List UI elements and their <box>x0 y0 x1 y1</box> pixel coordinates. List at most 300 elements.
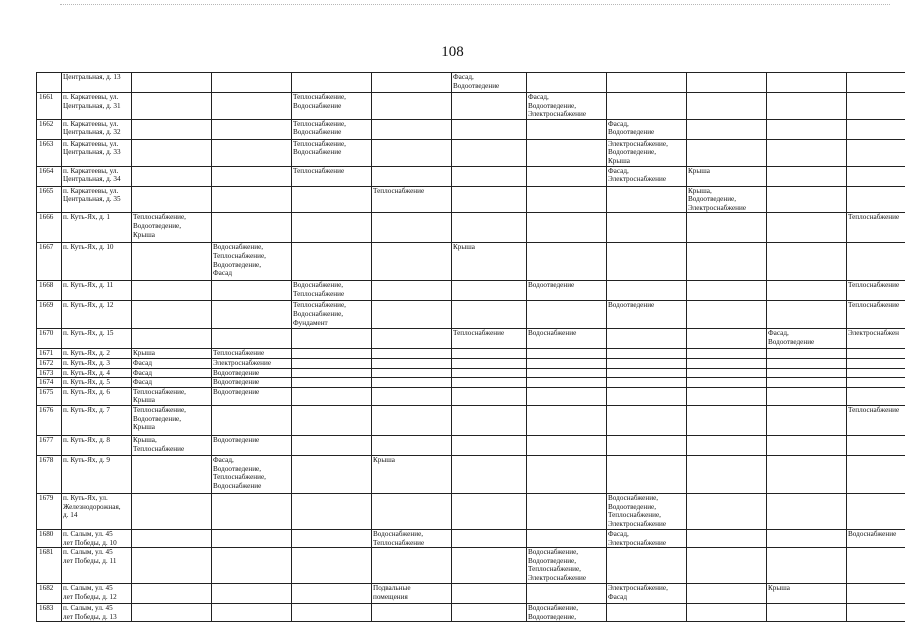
work-cell <box>372 387 452 405</box>
work-cell <box>212 301 292 329</box>
work-cell <box>527 166 607 186</box>
table-row <box>37 119 905 139</box>
work-cell: Теплоснабжение, Водоснабжение <box>292 139 372 166</box>
work-cell <box>452 281 527 301</box>
work-cell: Теплоснабжение <box>212 349 292 359</box>
work-cell <box>212 584 292 604</box>
work-cell <box>452 548 527 584</box>
work-cell <box>687 368 767 378</box>
row-number: 1683 <box>37 604 62 622</box>
work-cell <box>767 548 847 584</box>
work-cell: Фасад, Водоотведение <box>452 73 527 93</box>
address-cell: п. Салым, ул. 45 лет Победы, д. 12 <box>62 584 132 604</box>
row-number: 1667 <box>37 243 62 281</box>
work-cell <box>767 358 847 368</box>
work-cell <box>452 139 527 166</box>
work-cell <box>527 387 607 405</box>
work-cell: Электроснабжение, Фасад <box>607 584 687 604</box>
work-cell <box>767 243 847 281</box>
address-cell: п. Каркатеевы, ул. Центральная, д. 34 <box>62 166 132 186</box>
work-cell: Теплоснабжение <box>452 329 527 349</box>
work-cell <box>527 349 607 359</box>
work-cell <box>132 455 212 493</box>
work-cell <box>847 243 905 281</box>
work-cell <box>212 604 292 622</box>
address-cell: п. Куть-Ях, д. 4 <box>62 368 132 378</box>
work-cell <box>292 405 372 435</box>
work-cell <box>847 119 905 139</box>
work-cell <box>767 281 847 301</box>
work-cell <box>767 119 847 139</box>
work-cell <box>212 405 292 435</box>
work-cell: Водоотведение <box>212 387 292 405</box>
work-cell <box>292 186 372 213</box>
work-cell: Теплоснабжение <box>292 166 372 186</box>
address-cell: п. Куть-Ях, д. 8 <box>62 435 132 455</box>
address-cell: п. Куть-Ях, д. 12 <box>62 301 132 329</box>
work-cell <box>687 139 767 166</box>
work-cell <box>132 166 212 186</box>
work-cell <box>607 73 687 93</box>
work-cell <box>452 455 527 493</box>
work-cell <box>292 358 372 368</box>
address-cell: п. Каркатеевы, ул. Центральная, д. 32 <box>62 119 132 139</box>
work-cell <box>527 455 607 493</box>
work-cell: Теплоснабжение, Водоснабжение <box>292 119 372 139</box>
work-cell <box>372 93 452 120</box>
work-cell <box>292 387 372 405</box>
address-cell: п. Салым, ул. 45 лет Победы, д. 10 <box>62 529 132 547</box>
work-cell <box>452 378 527 388</box>
work-cell <box>527 435 607 455</box>
work-cell <box>372 349 452 359</box>
work-cell: Фасад <box>132 378 212 388</box>
work-cell: Фасад, Водоотведение, Электроснабжение <box>527 93 607 120</box>
work-cell <box>292 455 372 493</box>
table-row <box>37 213 905 243</box>
work-cell: Водоснабжение <box>847 529 905 547</box>
row-number: 1678 <box>37 455 62 493</box>
work-cell <box>452 405 527 435</box>
work-cell <box>292 329 372 349</box>
address-cell: п. Куть-Ях, д. 10 <box>62 243 132 281</box>
address-cell: п. Каркатеевы, ул. Центральная, д. 35 <box>62 186 132 213</box>
work-cell: Теплоснабжение <box>847 281 905 301</box>
table-row <box>37 378 905 388</box>
work-cell <box>607 405 687 435</box>
row-number: 1668 <box>37 281 62 301</box>
work-cell <box>452 349 527 359</box>
scan-artifact-strip <box>60 4 890 7</box>
work-cell <box>607 281 687 301</box>
work-cell <box>527 186 607 213</box>
work-cell <box>847 455 905 493</box>
work-cell: Водоотведение <box>212 378 292 388</box>
table-row <box>37 455 905 493</box>
work-cell: Водоснабжение <box>527 329 607 349</box>
table-row <box>37 243 905 281</box>
work-cell <box>687 243 767 281</box>
table-row <box>37 368 905 378</box>
work-cell <box>847 493 905 529</box>
row-number: 1674 <box>37 378 62 388</box>
work-cell <box>212 119 292 139</box>
work-cell <box>687 281 767 301</box>
row-number: 1671 <box>37 349 62 359</box>
table-row <box>37 358 905 368</box>
table-row <box>37 405 905 435</box>
work-cell <box>767 435 847 455</box>
work-cell: Водоотведение <box>212 368 292 378</box>
work-cell <box>212 139 292 166</box>
row-number: 1680 <box>37 529 62 547</box>
work-cell: Фасад, Водоотведение <box>607 119 687 139</box>
work-cell <box>767 139 847 166</box>
address-cell: п. Куть-Ях, д. 6 <box>62 387 132 405</box>
work-cell: Электроснабжение <box>212 358 292 368</box>
work-cell <box>452 493 527 529</box>
work-cell <box>527 368 607 378</box>
work-cell: Крыша, Теплоснабжение <box>132 435 212 455</box>
work-cell <box>527 73 607 93</box>
work-cell <box>527 301 607 329</box>
row-number <box>37 73 62 93</box>
row-number: 1679 <box>37 493 62 529</box>
row-number: 1661 <box>37 93 62 120</box>
work-cell <box>687 358 767 368</box>
work-cell <box>847 387 905 405</box>
work-cell <box>687 387 767 405</box>
work-cell <box>132 493 212 529</box>
work-cell <box>452 604 527 622</box>
work-cell <box>687 73 767 93</box>
work-cell: Водоснабжение, Водоотведение, Теплоснабжение, Электроснабжение <box>607 493 687 529</box>
work-cell <box>372 435 452 455</box>
work-cell <box>527 119 607 139</box>
table-row <box>37 493 905 529</box>
work-cell: Крыша <box>372 455 452 493</box>
work-cell <box>767 604 847 622</box>
work-cell <box>767 93 847 120</box>
work-cell <box>292 73 372 93</box>
work-cell: Водоотведение <box>607 301 687 329</box>
work-cell <box>607 329 687 349</box>
work-cell <box>527 493 607 529</box>
work-cell <box>687 584 767 604</box>
work-cell <box>767 455 847 493</box>
work-cell <box>767 349 847 359</box>
page-number: 108 <box>441 44 464 60</box>
address-cell: п. Куть-Ях, ул. Железнодорожная, д. 14 <box>62 493 132 529</box>
address-cell: п. Куть-Ях, д. 2 <box>62 349 132 359</box>
work-cell <box>372 358 452 368</box>
work-cell <box>847 604 905 622</box>
address-cell: п. Куть-Ях, д. 11 <box>62 281 132 301</box>
address-cell: п. Куть-Ях, д. 15 <box>62 329 132 349</box>
work-cell <box>452 166 527 186</box>
work-cell <box>212 93 292 120</box>
work-cell <box>372 493 452 529</box>
work-cell <box>132 548 212 584</box>
work-cell <box>687 329 767 349</box>
work-cell <box>767 186 847 213</box>
work-cell: Водоснабжение, Водоотведение, Теплоснабжение, Электроснабжение <box>527 548 607 584</box>
work-cell <box>607 455 687 493</box>
work-cell <box>292 604 372 622</box>
row-number: 1670 <box>37 329 62 349</box>
work-cell <box>372 548 452 584</box>
work-cell: Водоснабжение, Водоотведение, <box>527 604 607 622</box>
work-cell: Теплоснабжение, Водоснабжение <box>292 93 372 120</box>
work-cell <box>212 529 292 547</box>
work-cell <box>687 604 767 622</box>
table-row <box>37 139 905 166</box>
work-cell <box>132 73 212 93</box>
work-cell: Фасад, Электроснабжение <box>607 529 687 547</box>
work-cell <box>607 387 687 405</box>
work-cell <box>607 213 687 243</box>
work-cell <box>372 405 452 435</box>
work-cell <box>372 604 452 622</box>
work-cell <box>132 186 212 213</box>
work-cell <box>292 548 372 584</box>
table-row <box>37 166 905 186</box>
work-cell <box>687 349 767 359</box>
table-row <box>37 301 905 329</box>
work-cell <box>847 139 905 166</box>
work-cell <box>767 213 847 243</box>
work-cell <box>212 213 292 243</box>
work-cell <box>132 301 212 329</box>
work-cell <box>372 281 452 301</box>
row-number: 1665 <box>37 186 62 213</box>
work-cell <box>132 584 212 604</box>
work-cell <box>292 584 372 604</box>
work-cell <box>767 368 847 378</box>
work-cell: Фасад, Электроснабжение <box>607 166 687 186</box>
work-cell <box>452 435 527 455</box>
work-cell <box>607 186 687 213</box>
work-cell <box>132 604 212 622</box>
work-cell <box>212 186 292 213</box>
work-cell <box>292 368 372 378</box>
work-cell <box>292 435 372 455</box>
work-cell: Подвальные помещения <box>372 584 452 604</box>
row-number: 1682 <box>37 584 62 604</box>
address-cell: п. Салым, ул. 45 лет Победы, д. 13 <box>62 604 132 622</box>
work-cell <box>372 301 452 329</box>
work-cell <box>292 243 372 281</box>
work-cell <box>212 166 292 186</box>
work-cell <box>607 368 687 378</box>
work-cell <box>607 93 687 120</box>
work-cell <box>292 378 372 388</box>
work-cell <box>452 358 527 368</box>
work-cell <box>687 455 767 493</box>
work-cell <box>847 358 905 368</box>
work-cell <box>687 405 767 435</box>
work-cell: Теплоснабжение, Крыша <box>132 387 212 405</box>
table-row <box>37 329 905 349</box>
work-cell <box>212 329 292 349</box>
repair-schedule-table <box>36 72 905 622</box>
table-row <box>37 281 905 301</box>
work-cell <box>372 139 452 166</box>
work-cell <box>292 493 372 529</box>
work-cell <box>452 529 527 547</box>
work-cell: Крыша <box>767 584 847 604</box>
work-cell <box>372 368 452 378</box>
work-cell <box>292 529 372 547</box>
work-cell <box>372 166 452 186</box>
table-row <box>37 584 905 604</box>
work-cell <box>687 548 767 584</box>
work-cell <box>767 166 847 186</box>
work-cell <box>452 119 527 139</box>
work-cell <box>212 493 292 529</box>
work-cell <box>767 73 847 93</box>
table-row <box>37 604 905 622</box>
row-number: 1669 <box>37 301 62 329</box>
row-number: 1663 <box>37 139 62 166</box>
work-cell <box>607 243 687 281</box>
row-number: 1677 <box>37 435 62 455</box>
work-cell <box>687 529 767 547</box>
work-cell <box>847 93 905 120</box>
work-cell: Фасад, Водоотведение <box>767 329 847 349</box>
work-cell <box>527 378 607 388</box>
address-cell: п. Каркатеевы, ул. Центральная, д. 33 <box>62 139 132 166</box>
work-cell <box>847 584 905 604</box>
work-cell <box>292 213 372 243</box>
work-cell: Фасад, Водоотведение, Теплоснабжение, Водоснабжение <box>212 455 292 493</box>
row-number: 1676 <box>37 405 62 435</box>
work-cell <box>767 529 847 547</box>
work-cell <box>452 213 527 243</box>
work-cell <box>212 281 292 301</box>
work-cell <box>132 281 212 301</box>
work-cell <box>847 368 905 378</box>
work-cell: Теплоснабжение, Водоотведение, Крыша <box>132 405 212 435</box>
work-cell <box>607 349 687 359</box>
work-cell: Водоотведение <box>527 281 607 301</box>
table-row <box>37 93 905 120</box>
work-cell <box>687 435 767 455</box>
work-cell <box>132 329 212 349</box>
work-cell <box>847 186 905 213</box>
table-row <box>37 186 905 213</box>
address-cell: п. Салым, ул. 45 лет Победы, д. 11 <box>62 548 132 584</box>
work-cell <box>527 213 607 243</box>
row-number: 1666 <box>37 213 62 243</box>
address-cell: п. Куть-Ях, д. 3 <box>62 358 132 368</box>
work-cell <box>687 378 767 388</box>
work-cell <box>372 378 452 388</box>
work-cell: Теплоснабжение, Водоснабжение, Фундамент <box>292 301 372 329</box>
work-cell <box>527 405 607 435</box>
work-cell <box>847 378 905 388</box>
work-cell <box>607 358 687 368</box>
work-cell <box>527 139 607 166</box>
work-cell <box>212 73 292 93</box>
work-cell: Водоснабжение, Теплоснабжение, Водоотведение, Фасад <box>212 243 292 281</box>
work-cell <box>687 119 767 139</box>
row-number: 1662 <box>37 119 62 139</box>
work-cell <box>372 329 452 349</box>
work-cell <box>847 548 905 584</box>
address-cell: п. Куть-Ях, д. 9 <box>62 455 132 493</box>
work-cell <box>607 378 687 388</box>
work-cell <box>687 493 767 529</box>
table-row <box>37 387 905 405</box>
work-cell <box>452 301 527 329</box>
work-cell <box>767 301 847 329</box>
work-cell <box>372 213 452 243</box>
table-row <box>37 529 905 547</box>
work-cell <box>132 139 212 166</box>
work-cell: Фасад <box>132 358 212 368</box>
work-cell: Водоснабжение, Теплоснабжение <box>292 281 372 301</box>
work-cell: Электроснабжение, Водоотведение, Крыша <box>607 139 687 166</box>
table-row <box>37 435 905 455</box>
address-cell: п. Куть-Ях, д. 1 <box>62 213 132 243</box>
work-cell <box>132 529 212 547</box>
work-cell <box>767 493 847 529</box>
address-cell: п. Куть-Ях, д. 5 <box>62 378 132 388</box>
row-number: 1675 <box>37 387 62 405</box>
work-cell <box>847 435 905 455</box>
work-cell <box>607 604 687 622</box>
work-cell <box>452 368 527 378</box>
work-cell <box>527 529 607 547</box>
work-cell <box>452 584 527 604</box>
work-cell <box>687 213 767 243</box>
work-cell <box>847 73 905 93</box>
work-cell: Электроснабжен <box>847 329 905 349</box>
work-cell: Теплоснабжение <box>847 213 905 243</box>
work-cell: Крыша <box>132 349 212 359</box>
table-row <box>37 73 905 93</box>
work-cell <box>607 435 687 455</box>
row-number: 1673 <box>37 368 62 378</box>
address-cell: Центральная, д. 13 <box>62 73 132 93</box>
table-row <box>37 349 905 359</box>
work-cell <box>132 93 212 120</box>
work-cell: Крыша <box>687 166 767 186</box>
work-cell: Теплоснабжение, Водоотведение, Крыша <box>132 213 212 243</box>
work-cell <box>527 358 607 368</box>
work-cell <box>132 243 212 281</box>
work-cell <box>452 186 527 213</box>
work-cell <box>372 73 452 93</box>
work-cell <box>767 378 847 388</box>
row-number: 1664 <box>37 166 62 186</box>
work-cell <box>212 548 292 584</box>
work-cell <box>452 387 527 405</box>
row-number: 1672 <box>37 358 62 368</box>
work-cell <box>607 548 687 584</box>
work-cell <box>767 387 847 405</box>
work-cell <box>687 301 767 329</box>
work-cell <box>132 119 212 139</box>
work-cell: Крыша <box>452 243 527 281</box>
address-cell: п. Куть-Ях, д. 7 <box>62 405 132 435</box>
work-cell <box>372 243 452 281</box>
work-cell <box>847 166 905 186</box>
work-cell: Теплоснабжение <box>847 301 905 329</box>
work-cell: Водоотведение <box>212 435 292 455</box>
row-number: 1681 <box>37 548 62 584</box>
